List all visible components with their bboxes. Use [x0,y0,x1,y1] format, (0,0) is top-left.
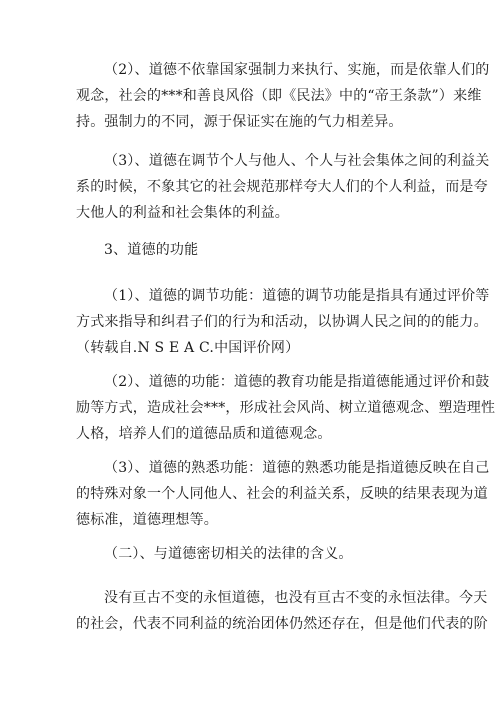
text-line: 的社会，代表不同利益的统治团体仍然还存在，但是他们代表的阶 [76,616,488,632]
text-line: （转载自.N S E A C.中国评价网） [76,340,300,356]
paragraph-moral-interest [76,148,490,226]
text-line: （3）、道德在调节个人与他人、个人与社会集体之间的利益关 [104,153,490,169]
text-line: （2）、道德不依靠国家强制力来执行、实施，而是依靠人们的 [104,62,490,78]
paragraph-cognition-function [76,455,490,533]
text-line: （3）、道德的熟悉功能：道德的熟悉功能是指道德反映在自己 [104,460,490,476]
text-line: （二）、与道德密切相关的法律的含义。 [104,546,353,562]
paragraph-moral-enforcement [76,57,490,135]
text-line: 德标准，道德理想等。 [76,512,218,528]
text-line: 的特殊对象一个人同他人、社会的利益关系，反映的结果表现为道 [76,486,488,502]
paragraph-regulation-function [76,283,490,361]
paragraph-no-eternal-moral [76,585,488,637]
paragraph-education-function [76,369,496,447]
section-heading-moral-functions [76,237,434,263]
section-heading-law-meaning [76,541,434,567]
text-line: （1）、道德的调节功能：道德的调节功能是指具有通过评价等 [104,288,490,304]
text-line: 励等方式，造成社会***，形成社会风尚、树立道德观念、塑造理性 [76,400,496,416]
text-line: 大他人的利益和社会集体的利益。 [76,205,289,221]
text-line: 方式来指导和纠君子们的行为和活动，以协调人民之间的的能力。 [76,314,488,330]
text-line: 人格，培养人们的道德品质和道德观念。 [76,426,332,442]
text-line: 观念，社会的***和善良风俗（即《民法》中的“帝王条款”）来维 [76,88,482,104]
text-line: 持。强制力的不同，源于保证实在施的气力相差异。 [76,114,403,130]
text-line: 3、道德的功能 [104,242,199,258]
text-line: （2）、道德的功能：道德的教育功能是指道德能通过评价和鼓 [104,374,490,390]
text-line: 没有亘古不变的永恒道德，也没有亘古不变的永恒法律。今天 [104,590,488,606]
text-line: 系的时候，不象其它的社会规范那样夸大人们的个人利益，而是夸 [76,179,488,195]
